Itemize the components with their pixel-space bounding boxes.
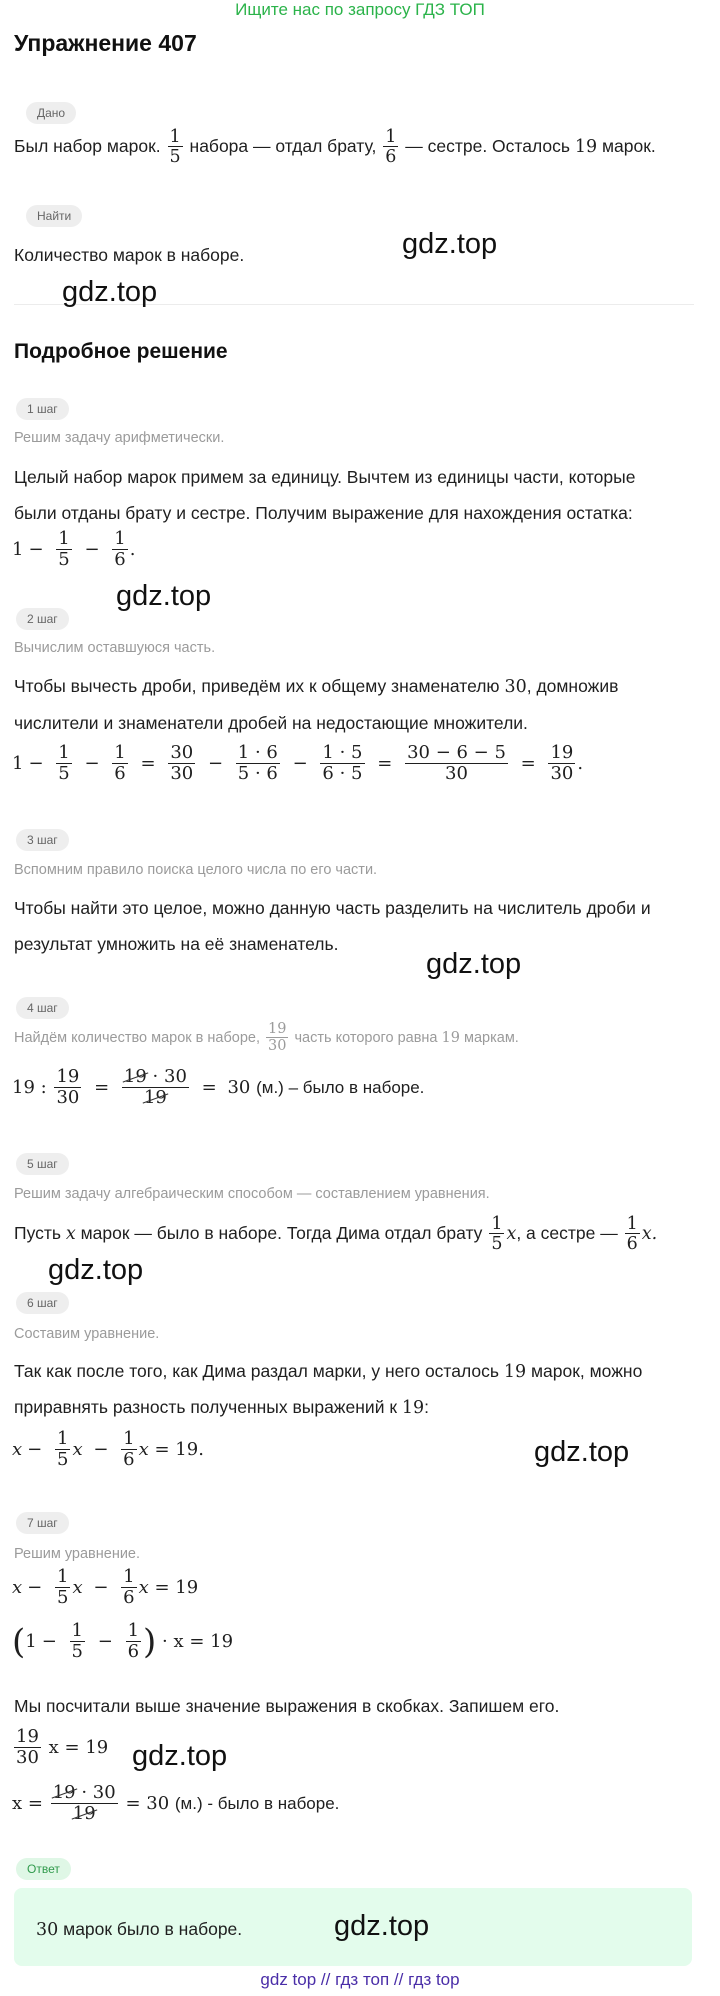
step-text: были отданы брату и сестре. Получим выражение для нахождения остатка:: [14, 503, 633, 523]
step-text: числители и знаменатели дробей на недостающие множители.: [14, 713, 528, 733]
math-expression: x − $\frac{1}{5}$ x − $\frac{1}{6}$ x = 19.: [12, 1428, 204, 1470]
step-hint: Решим уравнение.: [14, 1546, 141, 1562]
step-text: приравнять разность полученных выражений к 19:: [14, 1397, 430, 1418]
step-chip: 5 шаг: [16, 1153, 69, 1175]
watermark: gdz.top: [62, 276, 158, 308]
math-expression: 1 − $\frac{1}{5}$ − $\frac{1}{6}$ = $\frac{30}{30}$ − $\frac{1 \cdot 6}{5 \cdot 6}$ − $\frac{1 \cdot 5}{6 \cdot 5}$ = $\frac{30 - 6 - 5}{30}$ = $\frac{19}{30}$ .: [12, 742, 584, 784]
step-hint: Решим задачу арифметически.: [14, 430, 225, 446]
answer-chip: Ответ: [16, 1858, 71, 1880]
math-expression: 19 : $\frac{19}{30}$ = $\frac{19 \cdot 30}{19}$ = 30 (м.) – было в наборе.: [12, 1066, 425, 1108]
watermark: gdz.top: [402, 228, 498, 260]
step-hint: Составим уравнение.: [14, 1326, 160, 1342]
step-chip: 2 шаг: [16, 608, 69, 630]
step-hint: Вспомним правило поиска целого числа по его части.: [14, 862, 378, 878]
step-text: Так как после того, как Дима раздал марки, у него осталось 19 марок, можно: [14, 1361, 643, 1382]
given-text: Был набор марок. $\frac{1}{5}$ набора — отдал брату, $\frac{1}{6}$ — сестре. Осталось 19 марок.: [14, 127, 656, 168]
given-chip: Дано: [26, 102, 76, 124]
step-text: Чтобы найти это целое, можно данную часть разделить на числитель дроби и: [14, 898, 651, 918]
step-hint: Вычислим оставшуюся часть.: [14, 640, 216, 656]
watermark: gdz.top: [48, 1254, 144, 1286]
step-text: Мы посчитали выше значение выражения в скобках. Запишем его.: [14, 1696, 560, 1716]
math-expression: x − $\frac{1}{5}$ x − $\frac{1}{6}$ x = 19: [12, 1566, 199, 1608]
page-title: Упражнение 407: [14, 30, 197, 56]
footer-links[interactable]: gdz top // гдз топ // гдз top: [260, 1970, 460, 1989]
math-expression: x = $\frac{19 \cdot 30}{19}$ = 30 (м.) - было в наборе.: [12, 1782, 340, 1824]
watermark: gdz.top: [116, 580, 212, 612]
fraction: $\frac{1}{5}$: [169, 127, 181, 168]
fraction: $\frac{1}{6}$: [385, 127, 397, 168]
step-text: Целый набор марок примем за единицу. Вычтем из единицы части, которые: [14, 467, 636, 487]
answer-text: 30 марок было в наборе.: [36, 1919, 243, 1940]
solution-title: Подробное решение: [14, 340, 228, 363]
step-text: Пусть x марок — было в наборе. Тогда Дима отдал брату $\frac{1}{5}$ x, а сестре — $\frac{1}{6}$ x.: [14, 1214, 658, 1255]
math-expression: $\frac{19}{30}$ x = 19: [16, 1726, 109, 1768]
watermark: gdz.top: [334, 1910, 430, 1942]
step-chip: 3 шаг: [16, 829, 69, 851]
step-chip: 6 шаг: [16, 1292, 69, 1314]
search-banner: Ищите нас по запросу ГДЗ ТОП: [235, 0, 485, 19]
step-text: результат умножить на её знаменатель.: [14, 934, 339, 954]
watermark: gdz.top: [426, 948, 522, 980]
step-chip: 1 шаг: [16, 398, 69, 420]
step-chip: 4 шаг: [16, 997, 69, 1019]
step-chip: 7 шаг: [16, 1512, 69, 1534]
find-chip: Найти: [26, 205, 82, 227]
step-text: Чтобы вычесть дроби, приведём их к общему знаменателю 30, домножив: [14, 676, 619, 697]
math-expression: 1 − $\frac{1}{5}$ − $\frac{1}{6}$ .: [12, 528, 136, 570]
step-hint: Решим задачу алгебраическим способом — составлением уравнения.: [14, 1186, 490, 1202]
watermark: gdz.top: [534, 1436, 630, 1468]
step-hint: Найдём количество марок в наборе, $\frac{19}{30}$ часть которого равна 19 маркам.: [14, 1021, 519, 1055]
find-text: Количество марок в наборе.: [14, 245, 245, 265]
watermark: gdz.top: [132, 1740, 228, 1772]
math-expression: (1 − $\frac{1}{5}$ − $\frac{1}{6}$ ) · x = 19: [12, 1620, 234, 1662]
